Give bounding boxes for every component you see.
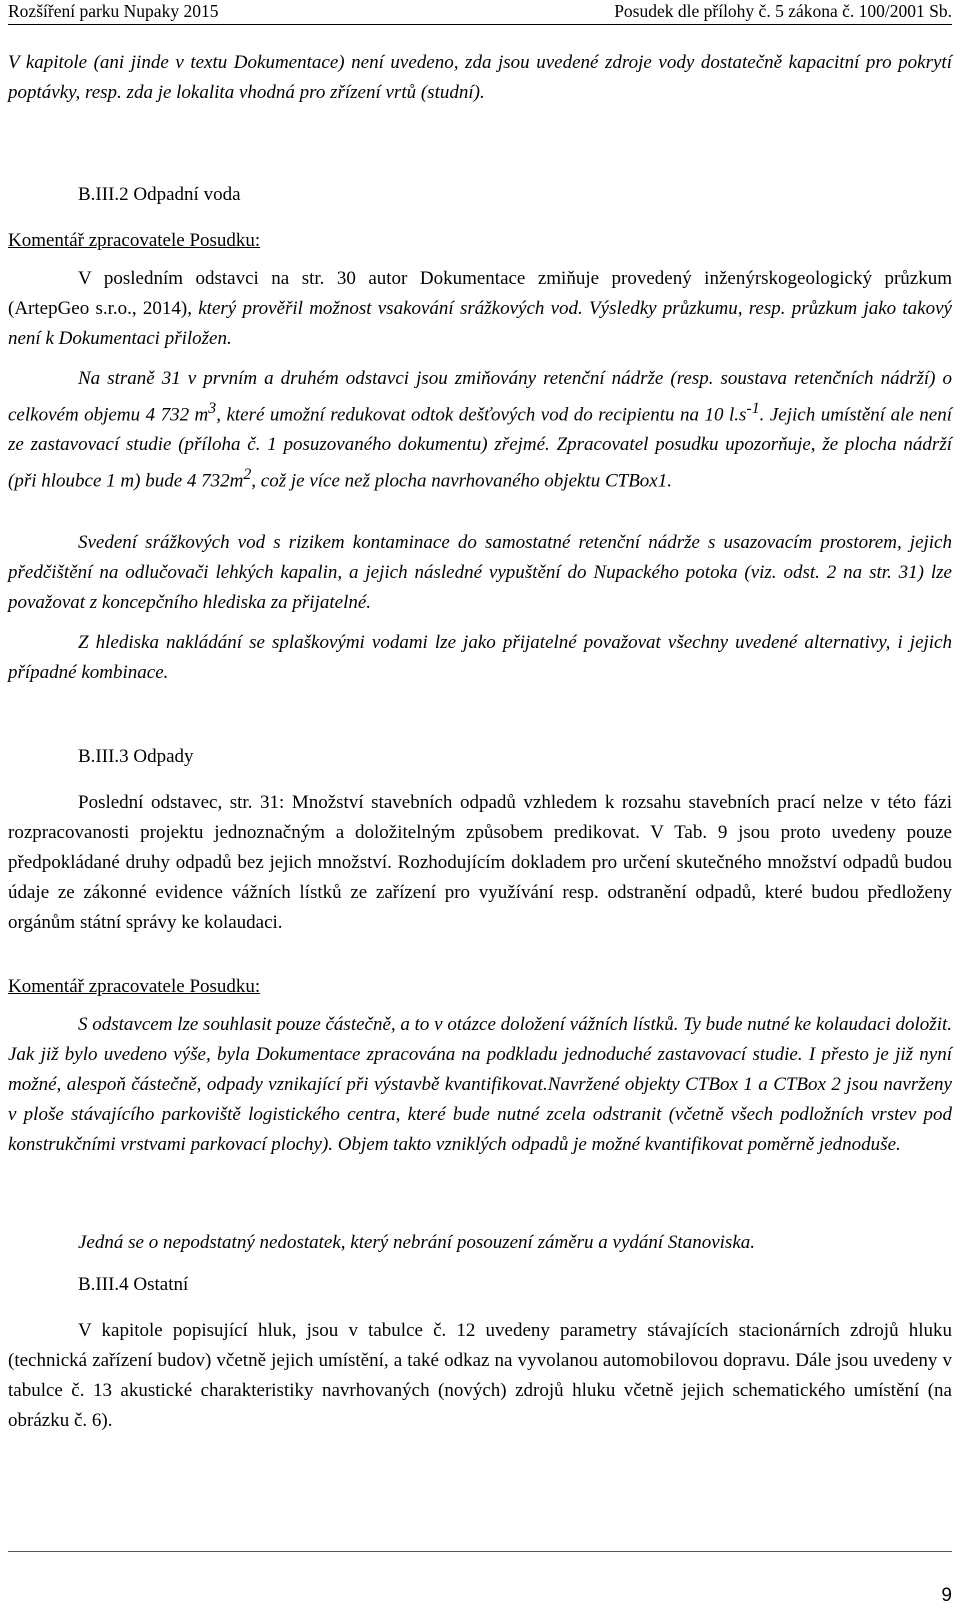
paragraph-retention-text-2: , které umožní redukovat odtok dešťových vod do recipientu na 10 l.s [216, 404, 747, 426]
paragraph-waste-comment: S odstavcem lze souhlasit pouze částečně, a to v otázce doložení vážních lístků. Ty bude nutné ke kolaudaci doložit. Jak již bylo uvedeno výše, byla Dokumentace zpracována na podkladu jednoduché zastavovací studie. I přesto je již nyní možné, alespoň částečně, odpady vznikající při výstavbě kvantifikovat.Navržené objekty CTBox 1 a CTBox 2 jsou navrženy v ploše stávajícího parkoviště logistického centra, které bude nutné zcela odstranit (včetně všech podložních vrstev pod konstrukčními vrstvami parkovací plochy). Objem takto vzniklých odpadů je možné kvantifikovat poměrně jednoduše. [8, 1014, 952, 1155]
superscript-square: 2 [243, 466, 252, 484]
paragraph-retention-tanks [8, 364, 952, 497]
section-heading-b3-3: B.III.3 Odpady [78, 746, 194, 767]
section-heading-b3-2: B.III.2 Odpadní voda [78, 184, 241, 205]
section-heading-b3-4: B.III.4 Ostatní [78, 1274, 189, 1295]
comment-label: Komentář zpracovatele Posudku: [8, 230, 261, 251]
header-document-title: Rozšíření parku Nupaky 2015 [8, 1, 219, 21]
paragraph-water-sources: V kapitole (ani jinde v textu Dokumentace) není uvedeno, zda jsou uvedené zdroje vody dostatečně kapacitní pro pokrytí poptávky, resp. zda je lokalita vhodná pro zřízení vrtů (studní). [8, 52, 952, 103]
paragraph-sewage: Z hlediska nakládání se splaškovými vodami lze jako přijatelné považovat všechny uvedené alternativy, i jejich případné kombinace. [8, 632, 952, 683]
page-header [8, 0, 952, 25]
paragraph-retention-text-3: . Jejich umístění ale není ze zastavovací studie (příloha č. 1 posuzovaného dokumentu) zřejmé. Zpracovatel posudku upozorňuje, že plocha nádrží (při hloubce 1 m) bude 4 732m [8, 404, 952, 492]
footer-divider [8, 1551, 952, 1552]
paragraph-conclusion: Jedná se o nepodstatný nedostatek, který nebrání posouzení záměru a vydání Stanoviska. [78, 1232, 755, 1253]
superscript-cubic: 3 [208, 400, 217, 417]
paragraph-survey-text: V posledním odstavci na str. 30 autor Dokumentace zmiňuje provedený inženýrskogeologický průzkum (ArtepGeo s.r.o., 2014), [8, 268, 952, 319]
paragraph-construction-waste: Poslední odstavec, str. 31: Množství stavebních odpadů vzhledem k rozsahu stavebních prací nelze v této fázi rozpracovanosti projektu jednoznačným a doložitelným způsobem predikovat. V Tab. 9 jsou proto uvedeny pouze předpokládané druhy odpadů bez jejich množství. Rozhodujícím dokladem pro určení skutečného množství odpadů budou údaje ze zákonné evidence vážních lístků ze zařízení pro využívání resp. odstranění odpadů, které budou předloženy orgánům státní správy ke kolaudaci. [8, 792, 952, 933]
paragraph-retention-text-4: , což je více než plocha navrhovaného objektu CTBox1. [251, 470, 672, 492]
header-legal-reference: Posudek dle přílohy č. 5 zákona č. 100/2001 Sb. [614, 1, 952, 21]
paragraph-storm-water: Svedení srážkových vod s rizikem kontaminace do samostatné retenční nádrže s usazovacím prostorem, jejich předčištění na odlučovači lehkých kapalin, a jejich následné vypuštění do Nupackého potoka (viz. odst. 2 na str. 31) lze považovat z koncepčního hlediska za přijatelné. [8, 532, 952, 613]
paragraph-survey [8, 264, 952, 354]
paragraph-retention-text-1: Na straně 31 v prvním a druhém odstavci jsou zmiňovány retenční nádrže (resp. soustava retenčních nádrží) o celkovém objemu 4 732 m [8, 368, 952, 426]
paragraph-noise: V kapitole popisující hluk, jsou v tabulce č. 12 uvedeny parametry stávajících stacionárních zdrojů hluku (technická zařízení budov) včetně jejich umístění, a také odkaz na vyvolanou automobilovou dopravu. Dále jsou uvedeny v tabulce č. 13 akustické charakteristiky navrhovaných (nových) zdrojů hluku včetně jejich schematického umístění (na obrázku č. 6). [8, 1320, 952, 1431]
paragraph-survey-emphasis: který prověřil možnost vsakování srážkových vod. Výsledky průzkumu, resp. průzkum jako takový není k Dokumentaci přiložen. [8, 298, 952, 349]
superscript-per-second: -1 [746, 400, 760, 417]
page-number: 9 [941, 1585, 952, 1606]
comment-label: Komentář zpracovatele Posudku: [8, 976, 261, 997]
